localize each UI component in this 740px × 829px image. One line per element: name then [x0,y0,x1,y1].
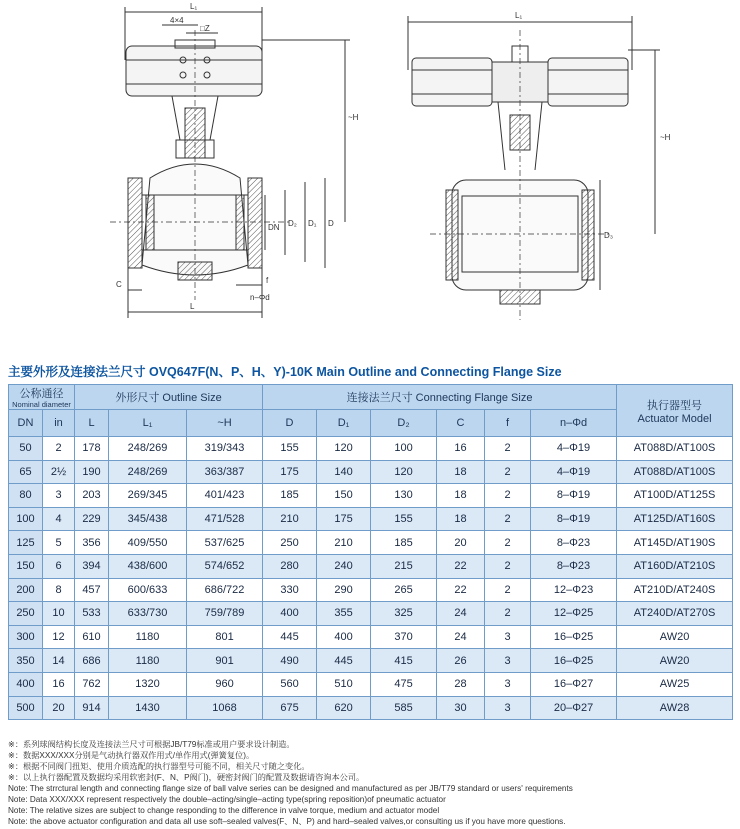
table-cell: 438/600 [109,554,187,578]
header-flange: 连接法兰尺寸 Connecting Flange Size [263,385,617,410]
table-cell: 18 [437,507,485,531]
header-nominal-en: Nominal diameter [12,400,71,409]
table-cell: 490 [263,649,317,673]
table-cell: 960 [187,672,263,696]
table-cell: 265 [371,578,437,602]
table-cell: 178 [75,437,109,461]
table-cell: 345/438 [109,507,187,531]
table-cell: 4–Φ19 [531,437,617,461]
table-cell: AT100D/AT125S [617,484,733,508]
table-cell: 20 [437,531,485,555]
table-cell: 325 [371,602,437,626]
dim-bolt: 4×4 [170,16,184,25]
table-cell: 445 [263,625,317,649]
dim-L1-right: L₁ [515,11,523,20]
dim-L1-left: L₁ [190,2,198,11]
table-cell: 20 [43,696,75,720]
table-cell: 370 [371,625,437,649]
table-cell: 210 [317,531,371,555]
table-cell: 140 [317,460,371,484]
col-header: L₁ [109,410,187,437]
table-cell: 12–Φ25 [531,602,617,626]
table-cell: 4 [43,507,75,531]
table-row [9,672,733,696]
table-cell: 510 [317,672,371,696]
table-cell: 600/633 [109,578,187,602]
table-cell: 560 [263,672,317,696]
note-line: Note: The relative sizes are subject to change responding to the difference in valve torque, medium and actuator model [8,806,440,815]
col-header: in [43,410,75,437]
dim-nphid: n–Φd [250,293,270,302]
table-cell: 1068 [187,696,263,720]
table-cell: 2½ [43,460,75,484]
table-cell: 350 [9,649,43,673]
table-cell: 1430 [109,696,187,720]
table-cell: 1180 [109,625,187,649]
col-header: DN [9,410,43,437]
dim-H-left: ~H [348,113,359,122]
table-row [9,602,733,626]
table-cell: 585 [371,696,437,720]
dim-D1: D₁ [308,219,317,228]
table-cell: 24 [437,625,485,649]
table-cell: 409/550 [109,531,187,555]
table-cell: 610 [75,625,109,649]
table-cell: 16–Φ25 [531,649,617,673]
note-line: Note: the above actuator configuration and data all use soft–sealed valves(F、N、P) and hard–sealed valves,or consulting us if you have more questions. [8,817,566,826]
table-cell: 248/269 [109,437,187,461]
table-cell: 240 [317,554,371,578]
table-cell: 24 [437,602,485,626]
table-row [9,531,733,555]
table-cell: 400 [9,672,43,696]
table-cell: 686 [75,649,109,673]
dim-C: C [116,280,122,289]
table-cell: 2 [43,437,75,461]
table-cell: 18 [437,484,485,508]
table-row [9,625,733,649]
header-nominal-zh: 公称通径 [19,388,64,400]
table-cell: AT088D/AT100S [617,437,733,461]
table-cell: 2 [485,437,531,461]
table-cell: 500 [9,696,43,720]
table-cell: 759/789 [187,602,263,626]
table-cell: 8–Φ23 [531,531,617,555]
table-cell: 200 [9,578,43,602]
table-cell: AW20 [617,649,733,673]
header-outline: 外形尺寸 Outline Size [75,385,263,410]
table-cell: 125 [9,531,43,555]
table-cell: 2 [485,484,531,508]
table-cell: 471/528 [187,507,263,531]
table-cell: 16–Φ25 [531,625,617,649]
table-cell: 130 [371,484,437,508]
table-cell: AT210D/AT240S [617,578,733,602]
dim-L: L [190,302,195,311]
note-line: ※：根据不同阀门扭矩、使用介质选配的执行器型号可能不同，相关尺寸随之变化。 [8,762,310,771]
dimension-table-container [8,384,732,720]
table-cell: 762 [75,672,109,696]
notes-section [8,739,732,827]
dim-D3: D₃ [604,231,614,240]
table-cell: 16 [43,672,75,696]
table-cell: 100 [371,437,437,461]
table-cell: 185 [263,484,317,508]
right-drawing [408,16,660,320]
table-cell: 12 [43,625,75,649]
table-cell: 248/269 [109,460,187,484]
header-actuator-en: Actuator Model [637,412,712,425]
dimension-table [8,384,733,720]
col-header: D [263,410,317,437]
table-cell: 215 [371,554,437,578]
table-cell: 250 [263,531,317,555]
table-row [9,578,733,602]
table-cell: 8–Φ23 [531,554,617,578]
table-cell: AT240D/AT270S [617,602,733,626]
table-header-row-1 [9,385,733,410]
table-cell: 30 [437,696,485,720]
header-nominal [9,385,75,410]
table-row [9,484,733,508]
table-row [9,696,733,720]
col-header: L [75,410,109,437]
table-cell: 445 [317,649,371,673]
table-cell: 355 [317,602,371,626]
table-cell: 150 [9,554,43,578]
table-cell: 457 [75,578,109,602]
table-cell: 150 [317,484,371,508]
table-cell: 229 [75,507,109,531]
table-cell: 22 [437,578,485,602]
col-header: f [485,410,531,437]
table-cell: 22 [437,554,485,578]
col-header: D₁ [317,410,371,437]
table-cell: 686/722 [187,578,263,602]
table-cell: AW25 [617,672,733,696]
table-cell: 3 [485,672,531,696]
table-cell: 26 [437,649,485,673]
table-cell: 3 [485,649,531,673]
section-title: 主要外形及连接法兰尺寸 OVQ647F(N、P、H、Y)-10K Main Outline and Connecting Flange Size [8,365,562,379]
dim-D: D [328,219,334,228]
table-cell: 1180 [109,649,187,673]
table-cell: 12–Φ23 [531,578,617,602]
note-line: ※：以上执行器配置及数据均采用软密封(F、N、P阀门)，硬密封阀门的配置及数据请咨询本公司。 [8,773,365,782]
header-actuator [617,385,733,437]
table-cell: 475 [371,672,437,696]
col-header: C [437,410,485,437]
table-cell: 155 [263,437,317,461]
table-cell: AW28 [617,696,733,720]
table-cell: 675 [263,696,317,720]
note-line: ※：数据XXX/XXX分别是气动执行器双作用式/单作用式(弹簧复位)。 [8,751,255,760]
table-cell: AW20 [617,625,733,649]
dim-f: f [266,276,269,285]
dim-D2: D₂ [288,219,297,228]
table-cell: 6 [43,554,75,578]
table-cell: 185 [371,531,437,555]
table-row [9,507,733,531]
table-cell: 319/343 [187,437,263,461]
table-cell: 14 [43,649,75,673]
dim-DN: DN [268,223,280,232]
table-cell: 300 [9,625,43,649]
table-cell: 2 [485,578,531,602]
table-row [9,649,733,673]
table-cell: 18 [437,460,485,484]
table-row [9,437,733,461]
table-cell: 633/730 [109,602,187,626]
table-cell: 5 [43,531,75,555]
table-cell: 3 [485,625,531,649]
table-cell: 2 [485,602,531,626]
table-cell: 2 [485,531,531,555]
table-cell: 914 [75,696,109,720]
header-actuator-zh: 执行器型号 [647,399,703,412]
table-cell: 120 [371,460,437,484]
table-cell: 801 [187,625,263,649]
table-cell: 3 [485,696,531,720]
table-cell: 400 [263,602,317,626]
table-cell: 80 [9,484,43,508]
table-cell: 1320 [109,672,187,696]
table-cell: 290 [317,578,371,602]
table-cell: 2 [485,554,531,578]
table-cell: 269/345 [109,484,187,508]
col-header: D₂ [371,410,437,437]
table-cell: 2 [485,460,531,484]
table-cell: 175 [263,460,317,484]
table-cell: AT145D/AT190S [617,531,733,555]
note-line: Note: The strrctural length and connecting flange size of ball valve series can be designed and manufactured as per JB/T79 standard or users' requirements [8,784,573,793]
left-drawing [110,7,350,318]
table-cell: 20–Φ27 [531,696,617,720]
table-cell: 401/423 [187,484,263,508]
table-cell: 65 [9,460,43,484]
table-cell: 8–Φ19 [531,507,617,531]
table-cell: 533 [75,602,109,626]
table-cell: 203 [75,484,109,508]
table-cell: 280 [263,554,317,578]
table-cell: 50 [9,437,43,461]
table-cell: 537/625 [187,531,263,555]
table-body [9,437,733,720]
table-cell: 28 [437,672,485,696]
table-cell: 394 [75,554,109,578]
table-cell: 2 [485,507,531,531]
table-cell: 8–Φ19 [531,484,617,508]
table-cell: 415 [371,649,437,673]
note-line: Note: Data XXX/XXX represent respectively the double–acting/single–acting type(spring reposition)of pneumatic actuator [8,795,446,804]
col-header: ~H [187,410,263,437]
table-cell: 190 [75,460,109,484]
table-cell: 120 [317,437,371,461]
table-cell: AT088D/AT100S [617,460,733,484]
technical-drawings [0,0,740,355]
table-row [9,554,733,578]
table-cell: 620 [317,696,371,720]
dim-H-right: ~H [660,133,671,142]
table-cell: 901 [187,649,263,673]
table-cell: 4–Φ19 [531,460,617,484]
table-cell: 10 [43,602,75,626]
table-cell: 250 [9,602,43,626]
table-row [9,460,733,484]
table-cell: 16 [437,437,485,461]
table-cell: AT160D/AT210S [617,554,733,578]
table-cell: 100 [9,507,43,531]
table-cell: 330 [263,578,317,602]
note-line: ※：系列球阀结构长度及连接法兰尺寸可根据JB/T79标准或用户要求设计制造。 [8,740,295,749]
table-cell: 210 [263,507,317,531]
table-cell: 8 [43,578,75,602]
table-cell: 400 [317,625,371,649]
table-cell: 3 [43,484,75,508]
table-cell: AT125D/AT160S [617,507,733,531]
table-cell: 356 [75,531,109,555]
table-cell: 16–Φ27 [531,672,617,696]
col-header: n–Φd [531,410,617,437]
table-cell: 574/652 [187,554,263,578]
table-cell: 175 [317,507,371,531]
dim-square: □Z [200,24,210,33]
table-cell: 363/387 [187,460,263,484]
table-cell: 155 [371,507,437,531]
